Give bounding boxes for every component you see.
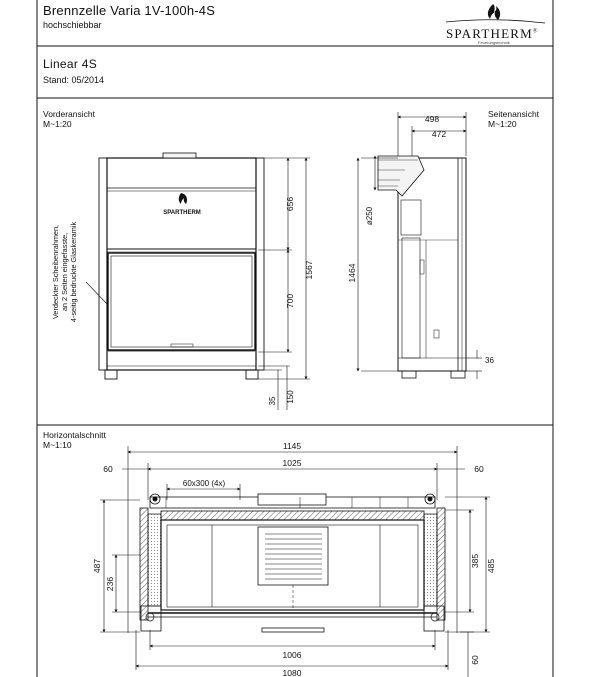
dim-bottom-36: 36 bbox=[485, 356, 494, 365]
dim-vent-60x300: 60x300 (4x) bbox=[182, 479, 226, 488]
dim-bottom-margin-60: 60 bbox=[470, 655, 480, 665]
front-view-drawing bbox=[99, 153, 264, 379]
front-view-dimensions bbox=[86, 158, 310, 410]
brand-tagline: Feuerungstechnik bbox=[478, 40, 510, 45]
dim-depth-inner-472: 472 bbox=[431, 129, 447, 139]
brand-name-text: SPARTHERM bbox=[446, 26, 533, 41]
dim-left-inner-236: 236 bbox=[105, 576, 115, 592]
dim-right-margin-60: 60 bbox=[474, 464, 484, 474]
side-view-title: Seitenansicht bbox=[488, 109, 540, 119]
stove-brand-mark: SPARTHERM bbox=[163, 210, 201, 216]
front-note-line-3: 4-seitig bedruckte Glaskeramik bbox=[69, 221, 78, 323]
dim-flue-250: ø250 bbox=[365, 206, 374, 226]
front-note-line-2: an 2 Seiten eingefasste, bbox=[60, 232, 69, 312]
dim-upper-656: 656 bbox=[285, 196, 295, 212]
dim-glass-700: 700 bbox=[285, 293, 295, 309]
dim-height-1464: 1464 bbox=[347, 263, 357, 283]
section-title: Horizontalschnitt bbox=[43, 430, 106, 440]
drawing-title: Brennzelle Varia 1V-100h-4S bbox=[43, 3, 216, 18]
section-scale: M~1:10 bbox=[43, 440, 72, 450]
brand-registered: ® bbox=[532, 28, 539, 35]
side-view-label bbox=[488, 109, 539, 129]
model-name: Linear 4S bbox=[43, 57, 98, 71]
dim-right-inner-385: 385 bbox=[470, 553, 480, 569]
revision-date: Stand: 05/2014 bbox=[43, 75, 105, 85]
side-view-scale: M~1:20 bbox=[488, 119, 517, 129]
dim-total-1567: 1567 bbox=[304, 260, 314, 280]
front-view-title: Vorderansicht bbox=[43, 109, 95, 119]
front-view-label bbox=[43, 109, 95, 129]
side-view-drawing bbox=[378, 156, 466, 378]
dim-left-height-487: 487 bbox=[92, 558, 102, 574]
dim-right-height-485: 485 bbox=[486, 558, 496, 574]
section-drawing bbox=[140, 494, 445, 632]
drawing-subtitle: hochschiebbar bbox=[43, 20, 102, 30]
flame-logo-icon bbox=[446, 4, 545, 23]
dim-overall-1145: 1145 bbox=[282, 441, 302, 451]
dim-inner-1025: 1025 bbox=[282, 458, 302, 468]
dim-foot-35: 35 bbox=[268, 396, 277, 406]
dim-glass-width-1006: 1006 bbox=[282, 650, 302, 660]
front-view-scale: M~1:20 bbox=[43, 119, 72, 129]
dim-base-width-1080: 1080 bbox=[282, 668, 302, 677]
dim-depth-outer-498: 498 bbox=[424, 114, 440, 124]
dim-base-150: 150 bbox=[286, 390, 295, 404]
front-note-line-1: Verdeckter Scheibenrahmen, bbox=[51, 224, 60, 320]
dim-left-margin-60: 60 bbox=[103, 464, 113, 474]
section-label bbox=[43, 430, 106, 450]
